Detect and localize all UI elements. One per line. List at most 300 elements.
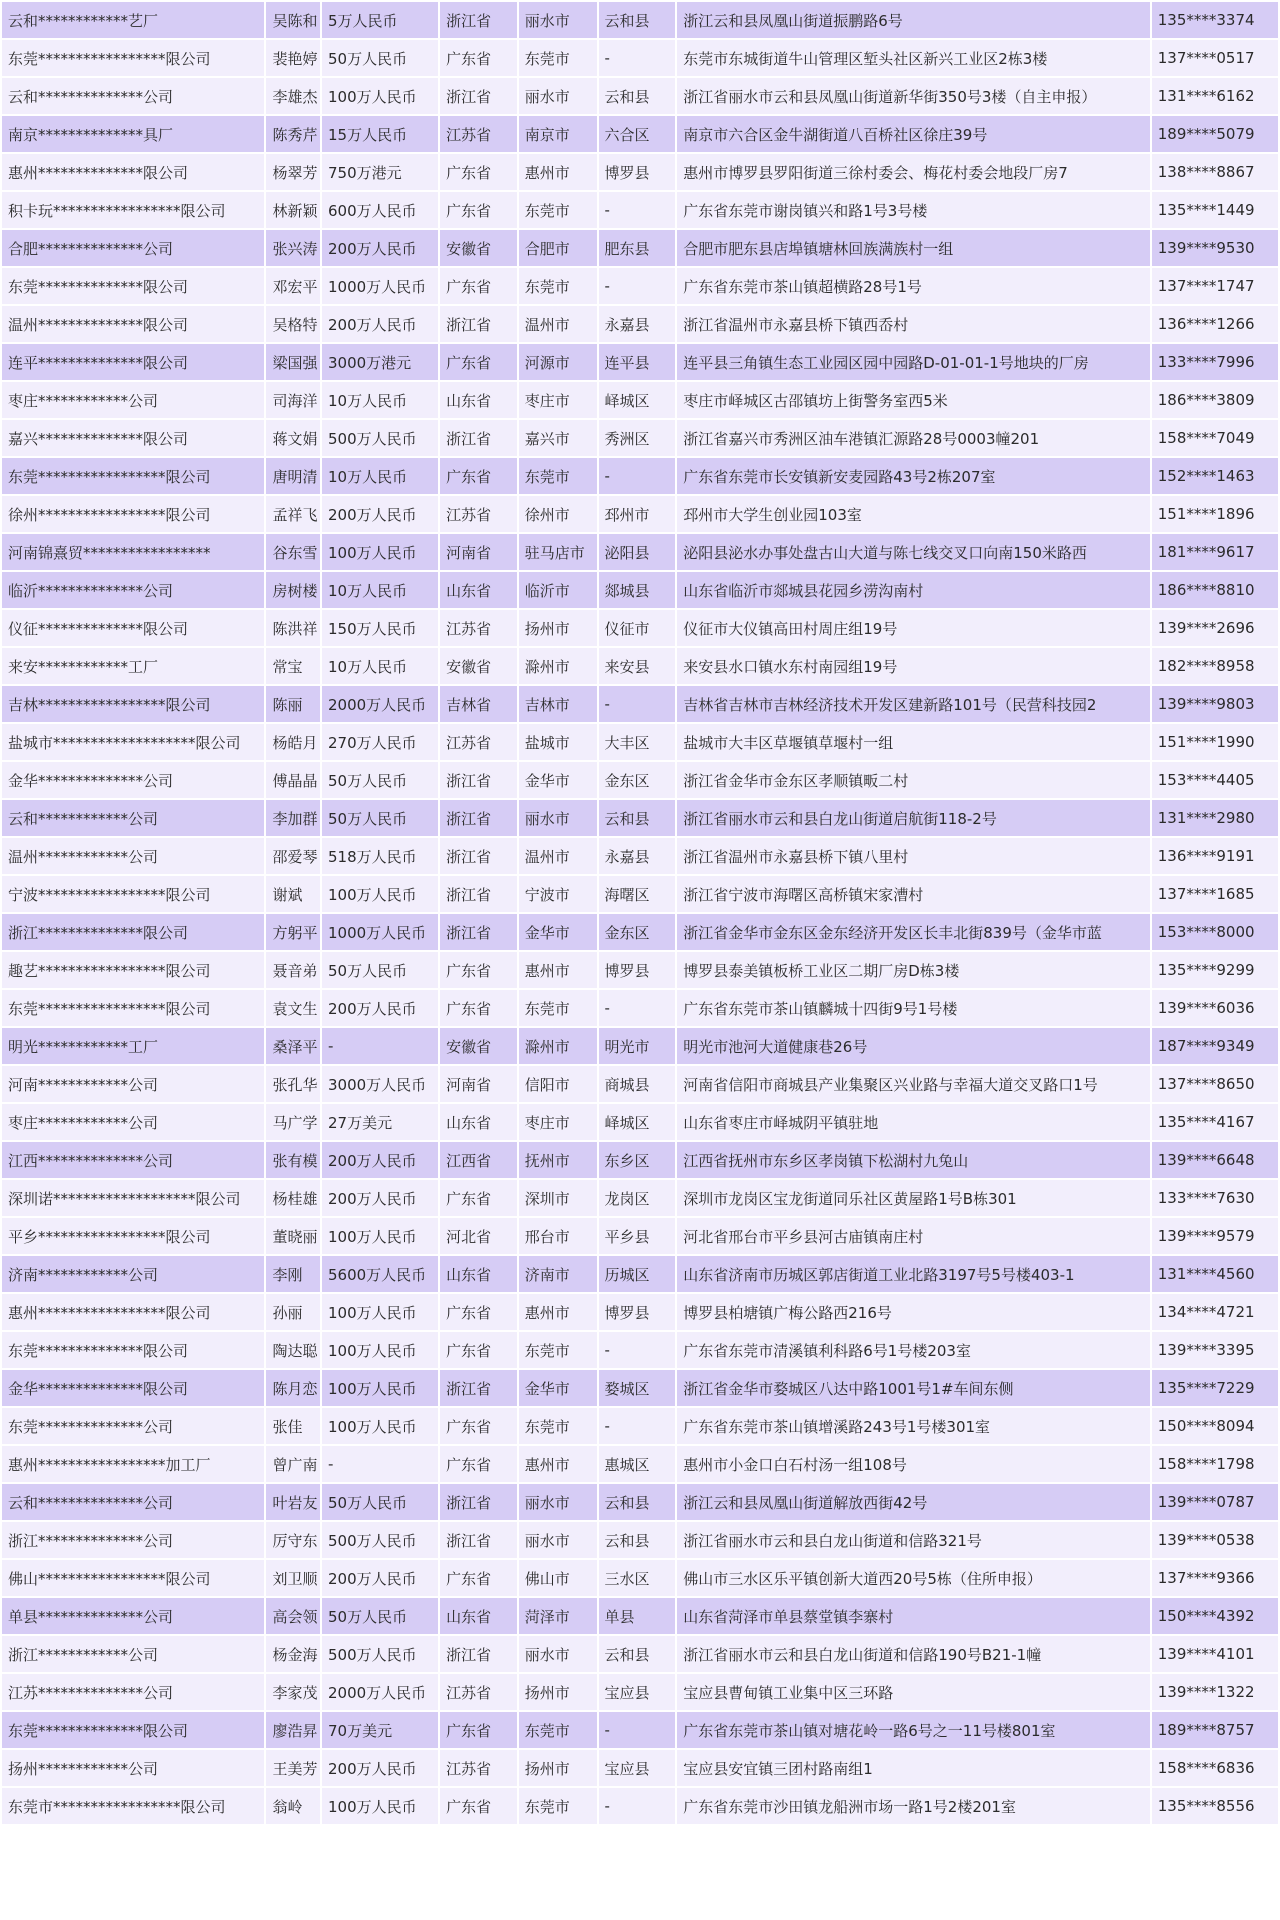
address-cell: 盐城市大丰区草堰镇草堰村一组	[677, 724, 1149, 760]
registered-capital-cell: 100万人民币	[322, 1218, 438, 1254]
address-cell: 广东省东莞市长安镇新安麦园路43号2栋207室	[677, 458, 1149, 494]
legal-person-cell: 林新颖	[266, 192, 320, 228]
address-cell: 广东省东莞市茶山镇超横路28号1号	[677, 268, 1149, 304]
registered-capital-cell: 100万人民币	[322, 78, 438, 114]
company-name-cell: 南京**************具厂	[2, 116, 264, 152]
company-name-cell: 盐城市*******************限公司	[2, 724, 264, 760]
district-cell: 大丰区	[599, 724, 676, 760]
address-cell: 浙江省金华市金东区孝顺镇畈二村	[677, 762, 1149, 798]
city-cell: 抚州市	[519, 1142, 597, 1178]
registered-capital-cell: 150万人民币	[322, 610, 438, 646]
company-name-cell: 云和************公司	[2, 800, 264, 836]
registered-capital-cell: 500万人民币	[322, 420, 438, 456]
registered-capital-cell: 2000万人民币	[322, 686, 438, 722]
city-cell: 枣庄市	[519, 1104, 597, 1140]
table-row	[2, 1408, 1278, 1444]
company-name-cell: 云和************艺厂	[2, 2, 264, 38]
city-cell: 东莞市	[519, 990, 597, 1026]
city-cell: 丽水市	[519, 1484, 597, 1520]
phone-cell: 133****7996	[1152, 344, 1278, 380]
company-name-cell: 枣庄************公司	[2, 1104, 264, 1140]
phone-cell: 181****9617	[1152, 534, 1278, 570]
province-cell: 广东省	[440, 192, 517, 228]
legal-person-cell: 张有模	[266, 1142, 320, 1178]
district-cell: 单县	[599, 1598, 676, 1634]
phone-cell: 136****9191	[1152, 838, 1278, 874]
registered-capital-cell: 3000万港元	[322, 344, 438, 380]
table-row	[2, 1028, 1278, 1064]
legal-person-cell: 翁岭	[266, 1788, 320, 1824]
district-cell: 宝应县	[599, 1674, 676, 1710]
district-cell: -	[599, 192, 676, 228]
address-cell: 南京市六合区金牛湖街道八百桥社区徐庄39号	[677, 116, 1149, 152]
legal-person-cell: 司海洋	[266, 382, 320, 418]
registered-capital-cell: 15万人民币	[322, 116, 438, 152]
legal-person-cell: 高会领	[266, 1598, 320, 1634]
city-cell: 扬州市	[519, 1750, 597, 1786]
district-cell: 云和县	[599, 1636, 676, 1672]
city-cell: 扬州市	[519, 610, 597, 646]
address-cell: 广东省东莞市茶山镇麟城十四街9号1号楼	[677, 990, 1149, 1026]
legal-person-cell: 杨翠芳	[266, 154, 320, 190]
district-cell: 历城区	[599, 1256, 676, 1292]
company-name-cell: 连平**************限公司	[2, 344, 264, 380]
address-cell: 来安县水口镇水东村南园组19号	[677, 648, 1149, 684]
province-cell: 山东省	[440, 1104, 517, 1140]
phone-cell: 139****6036	[1152, 990, 1278, 1026]
district-cell: 商城县	[599, 1066, 676, 1102]
province-cell: 山东省	[440, 1598, 517, 1634]
company-name-cell: 明光************工厂	[2, 1028, 264, 1064]
district-cell: 博罗县	[599, 1294, 676, 1330]
province-cell: 河南省	[440, 1066, 517, 1102]
table-row	[2, 1446, 1278, 1482]
registered-capital-cell: 200万人民币	[322, 1560, 438, 1596]
address-cell: 浙江省金华市金东区金东经济开发区长丰北街839号（金华市蓝	[677, 914, 1149, 950]
table-row	[2, 1332, 1278, 1368]
province-cell: 广东省	[440, 1408, 517, 1444]
table-row	[2, 1484, 1278, 1520]
province-cell: 浙江省	[440, 1636, 517, 1672]
district-cell: 婺城区	[599, 1370, 676, 1406]
legal-person-cell: 马广学	[266, 1104, 320, 1140]
city-cell: 驻马店市	[519, 534, 597, 570]
table-row	[2, 914, 1278, 950]
address-cell: 江西省抚州市东乡区孝岗镇下松湖村九兔山	[677, 1142, 1149, 1178]
city-cell: 合肥市	[519, 230, 597, 266]
company-name-cell: 佛山*****************限公司	[2, 1560, 264, 1596]
city-cell: 深圳市	[519, 1180, 597, 1216]
table-row	[2, 306, 1278, 342]
phone-cell: 158****1798	[1152, 1446, 1278, 1482]
district-cell: 永嘉县	[599, 838, 676, 874]
registered-capital-cell: 50万人民币	[322, 1484, 438, 1520]
district-cell: 云和县	[599, 800, 676, 836]
legal-person-cell: 邵爱琴	[266, 838, 320, 874]
phone-cell: 150****4392	[1152, 1598, 1278, 1634]
address-cell: 博罗县柏塘镇广梅公路西216号	[677, 1294, 1149, 1330]
table-row	[2, 496, 1278, 532]
company-name-cell: 合肥**************公司	[2, 230, 264, 266]
legal-person-cell: 王美芳	[266, 1750, 320, 1786]
province-cell: 广东省	[440, 1560, 517, 1596]
city-cell: 惠州市	[519, 154, 597, 190]
registered-capital-cell: 500万人民币	[322, 1522, 438, 1558]
province-cell: 吉林省	[440, 686, 517, 722]
district-cell: 郯城县	[599, 572, 676, 608]
table-row	[2, 1104, 1278, 1140]
phone-cell: 131****2980	[1152, 800, 1278, 836]
company-name-cell: 金华**************公司	[2, 762, 264, 798]
province-cell: 安徽省	[440, 648, 517, 684]
address-cell: 博罗县泰美镇板桥工业区二期厂房D栋3楼	[677, 952, 1149, 988]
registered-capital-cell: 1000万人民币	[322, 268, 438, 304]
legal-person-cell: 董晓丽	[266, 1218, 320, 1254]
legal-person-cell: 李刚	[266, 1256, 320, 1292]
address-cell: 明光市池河大道健康巷26号	[677, 1028, 1149, 1064]
registered-capital-cell: 200万人民币	[322, 496, 438, 532]
address-cell: 山东省临沂市郯城县花园乡涝沟南村	[677, 572, 1149, 608]
company-name-cell: 临沂**************公司	[2, 572, 264, 608]
district-cell: -	[599, 1332, 676, 1368]
legal-person-cell: 杨皓月	[266, 724, 320, 760]
phone-cell: 135****4167	[1152, 1104, 1278, 1140]
company-name-cell: 东莞**************限公司	[2, 268, 264, 304]
phone-cell: 182****8958	[1152, 648, 1278, 684]
city-cell: 温州市	[519, 306, 597, 342]
address-cell: 深圳市龙岗区宝龙街道同乐社区黄屋路1号B栋301	[677, 1180, 1149, 1216]
city-cell: 东莞市	[519, 1712, 597, 1748]
address-cell: 泌阳县泌水办事处盘古山大道与陈七线交叉口向南150米路西	[677, 534, 1149, 570]
phone-cell: 150****8094	[1152, 1408, 1278, 1444]
phone-cell: 139****2696	[1152, 610, 1278, 646]
province-cell: 浙江省	[440, 78, 517, 114]
city-cell: 丽水市	[519, 1636, 597, 1672]
company-name-cell: 河南************公司	[2, 1066, 264, 1102]
province-cell: 浙江省	[440, 914, 517, 950]
legal-person-cell: 叶岩友	[266, 1484, 320, 1520]
phone-cell: 139****3395	[1152, 1332, 1278, 1368]
legal-person-cell: 张孔华	[266, 1066, 320, 1102]
table-row	[2, 648, 1278, 684]
address-cell: 连平县三角镇生态工业园区园中园路D-01-01-1号地块的厂房	[677, 344, 1149, 380]
address-cell: 宝应县曹甸镇工业集中区三环路	[677, 1674, 1149, 1710]
city-cell: 丽水市	[519, 78, 597, 114]
legal-person-cell: 陈洪祥	[266, 610, 320, 646]
district-cell: 惠城区	[599, 1446, 676, 1482]
address-cell: 浙江省温州市永嘉县桥下镇西岙村	[677, 306, 1149, 342]
registered-capital-cell: 3000万人民币	[322, 1066, 438, 1102]
company-name-cell: 江苏**************公司	[2, 1674, 264, 1710]
legal-person-cell: 谷东雪	[266, 534, 320, 570]
province-cell: 山东省	[440, 382, 517, 418]
phone-cell: 135****3374	[1152, 2, 1278, 38]
district-cell: -	[599, 686, 676, 722]
table-row	[2, 534, 1278, 570]
city-cell: 金华市	[519, 914, 597, 950]
legal-person-cell: 袁文生	[266, 990, 320, 1026]
company-name-cell: 东莞*****************限公司	[2, 40, 264, 76]
district-cell: -	[599, 1712, 676, 1748]
legal-person-cell: 聂音弟	[266, 952, 320, 988]
registered-capital-cell: 518万人民币	[322, 838, 438, 874]
province-cell: 江苏省	[440, 1750, 517, 1786]
province-cell: 安徽省	[440, 1028, 517, 1064]
table-row	[2, 344, 1278, 380]
province-cell: 江苏省	[440, 496, 517, 532]
phone-cell: 135****8556	[1152, 1788, 1278, 1824]
address-cell: 浙江省金华市婺城区八达中路1001号1#车间东侧	[677, 1370, 1149, 1406]
table-row	[2, 1294, 1278, 1330]
city-cell: 金华市	[519, 762, 597, 798]
company-name-cell: 仪征**************限公司	[2, 610, 264, 646]
address-cell: 河南省信阳市商城县产业集聚区兴业路与幸福大道交叉路口1号	[677, 1066, 1149, 1102]
registered-capital-cell: 100万人民币	[322, 1788, 438, 1824]
registered-capital-cell: 50万人民币	[322, 800, 438, 836]
company-name-cell: 东莞*****************限公司	[2, 990, 264, 1026]
registered-capital-cell: 1000万人民币	[322, 914, 438, 950]
registered-capital-cell: 10万人民币	[322, 382, 438, 418]
phone-cell: 131****6162	[1152, 78, 1278, 114]
registered-capital-cell: 50万人民币	[322, 762, 438, 798]
address-cell: 浙江省丽水市云和县白龙山街道启航街118-2号	[677, 800, 1149, 836]
city-cell: 东莞市	[519, 458, 597, 494]
legal-person-cell: 陶达聪	[266, 1332, 320, 1368]
registered-capital-cell: 100万人民币	[322, 1408, 438, 1444]
registered-capital-cell: 100万人民币	[322, 1370, 438, 1406]
province-cell: 广东省	[440, 458, 517, 494]
address-cell: 广东省东莞市茶山镇对塘花岭一路6号之一11号楼801室	[677, 1712, 1149, 1748]
table-row	[2, 1218, 1278, 1254]
address-cell: 浙江省丽水市云和县白龙山街道和信路190号B21-1幢	[677, 1636, 1149, 1672]
district-cell: -	[599, 268, 676, 304]
city-cell: 金华市	[519, 1370, 597, 1406]
province-cell: 河南省	[440, 534, 517, 570]
address-cell: 浙江省丽水市云和县凤凰山街道新华街350号3楼（自主申报）	[677, 78, 1149, 114]
company-name-cell: 云和**************公司	[2, 1484, 264, 1520]
phone-cell: 152****1463	[1152, 458, 1278, 494]
legal-person-cell: 李家茂	[266, 1674, 320, 1710]
legal-person-cell: 李加群	[266, 800, 320, 836]
province-cell: 江苏省	[440, 116, 517, 152]
city-cell: 佛山市	[519, 1560, 597, 1596]
table-row	[2, 990, 1278, 1026]
phone-cell: 139****9803	[1152, 686, 1278, 722]
district-cell: 东乡区	[599, 1142, 676, 1178]
city-cell: 丽水市	[519, 800, 597, 836]
province-cell: 广东省	[440, 1712, 517, 1748]
province-cell: 广东省	[440, 154, 517, 190]
company-name-cell: 东莞市*****************限公司	[2, 1788, 264, 1824]
legal-person-cell: 曾广南	[266, 1446, 320, 1482]
table-row	[2, 838, 1278, 874]
table-row	[2, 952, 1278, 988]
registered-capital-cell: 750万港元	[322, 154, 438, 190]
legal-person-cell: 蒋文娟	[266, 420, 320, 456]
address-cell: 吉林省吉林市吉林经济技术开发区建新路101号（民营科技园2	[677, 686, 1149, 722]
legal-person-cell: 张佳	[266, 1408, 320, 1444]
phone-cell: 137****1685	[1152, 876, 1278, 912]
province-cell: 浙江省	[440, 762, 517, 798]
province-cell: 广东省	[440, 1788, 517, 1824]
company-name-cell: 吉林*****************限公司	[2, 686, 264, 722]
phone-cell: 135****9299	[1152, 952, 1278, 988]
phone-cell: 136****1266	[1152, 306, 1278, 342]
registered-capital-cell: 270万人民币	[322, 724, 438, 760]
table-row	[2, 724, 1278, 760]
registered-capital-cell: 2000万人民币	[322, 1674, 438, 1710]
district-cell: 云和县	[599, 1522, 676, 1558]
city-cell: 温州市	[519, 838, 597, 874]
company-name-cell: 深圳诺*******************限公司	[2, 1180, 264, 1216]
legal-person-cell: 陈秀芹	[266, 116, 320, 152]
address-cell: 枣庄市峄城区古邵镇坊上街警务室西5米	[677, 382, 1149, 418]
address-cell: 佛山市三水区乐平镇创新大道西20号5栋（住所申报）	[677, 1560, 1149, 1596]
legal-person-cell: 谢斌	[266, 876, 320, 912]
registered-capital-cell: 5600万人民币	[322, 1256, 438, 1292]
company-name-cell: 温州************公司	[2, 838, 264, 874]
legal-person-cell: 孙丽	[266, 1294, 320, 1330]
registered-capital-cell: 10万人民币	[322, 648, 438, 684]
district-cell: 金东区	[599, 762, 676, 798]
phone-cell: 137****0517	[1152, 40, 1278, 76]
company-name-cell: 积卡玩*****************限公司	[2, 192, 264, 228]
registered-capital-cell: 10万人民币	[322, 572, 438, 608]
legal-person-cell: 方躬平	[266, 914, 320, 950]
phone-cell: 137****9366	[1152, 1560, 1278, 1596]
company-name-cell: 东莞**************限公司	[2, 1712, 264, 1748]
legal-person-cell: 杨金海	[266, 1636, 320, 1672]
table-row	[2, 1674, 1278, 1710]
city-cell: 信阳市	[519, 1066, 597, 1102]
district-cell: 连平县	[599, 344, 676, 380]
district-cell: -	[599, 40, 676, 76]
company-name-cell: 济南************公司	[2, 1256, 264, 1292]
province-cell: 浙江省	[440, 306, 517, 342]
city-cell: 东莞市	[519, 268, 597, 304]
legal-person-cell: 张兴涛	[266, 230, 320, 266]
phone-cell: 135****1449	[1152, 192, 1278, 228]
province-cell: 广东省	[440, 1446, 517, 1482]
address-cell: 河北省邢台市平乡县河古庙镇南庄村	[677, 1218, 1149, 1254]
address-cell: 浙江云和县凤凰山街道振鹏路6号	[677, 2, 1149, 38]
address-cell: 浙江云和县凤凰山街道解放西街42号	[677, 1484, 1149, 1520]
phone-cell: 134****4721	[1152, 1294, 1278, 1330]
address-cell: 山东省济南市历城区郭店街道工业北路3197号5号楼403-1	[677, 1256, 1149, 1292]
phone-cell: 189****8757	[1152, 1712, 1278, 1748]
address-cell: 东莞市东城街道牛山管理区堑头社区新兴工业区2栋3楼	[677, 40, 1149, 76]
province-cell: 广东省	[440, 1332, 517, 1368]
registered-capital-cell: 600万人民币	[322, 192, 438, 228]
legal-person-cell: 陈丽	[266, 686, 320, 722]
phone-cell: 186****3809	[1152, 382, 1278, 418]
address-cell: 浙江省宁波市海曙区高桥镇宋家漕村	[677, 876, 1149, 912]
district-cell: 来安县	[599, 648, 676, 684]
province-cell: 安徽省	[440, 230, 517, 266]
province-cell: 广东省	[440, 40, 517, 76]
company-name-cell: 嘉兴**************限公司	[2, 420, 264, 456]
table-row	[2, 1750, 1278, 1786]
city-cell: 东莞市	[519, 1788, 597, 1824]
registered-capital-cell: 500万人民币	[322, 1636, 438, 1672]
registered-capital-cell: 50万人民币	[322, 952, 438, 988]
address-cell: 广东省东莞市清溪镇利科路6号1号楼203室	[677, 1332, 1149, 1368]
city-cell: 惠州市	[519, 952, 597, 988]
city-cell: 河源市	[519, 344, 597, 380]
district-cell: 云和县	[599, 78, 676, 114]
district-cell: 仪征市	[599, 610, 676, 646]
phone-cell: 158****6836	[1152, 1750, 1278, 1786]
address-cell: 惠州市小金口白石村汤一组108号	[677, 1446, 1149, 1482]
province-cell: 广东省	[440, 952, 517, 988]
table-row	[2, 1788, 1278, 1824]
province-cell: 山东省	[440, 1256, 517, 1292]
province-cell: 河北省	[440, 1218, 517, 1254]
table-row	[2, 40, 1278, 76]
province-cell: 浙江省	[440, 2, 517, 38]
company-name-cell: 徐州*****************限公司	[2, 496, 264, 532]
phone-cell: 139****1322	[1152, 1674, 1278, 1710]
legal-person-cell: 邓宏平	[266, 268, 320, 304]
district-cell: 宝应县	[599, 1750, 676, 1786]
registered-capital-cell: 200万人民币	[322, 1180, 438, 1216]
legal-person-cell: 刘卫顺	[266, 1560, 320, 1596]
table-row	[2, 1712, 1278, 1748]
province-cell: 江苏省	[440, 1674, 517, 1710]
district-cell: -	[599, 1408, 676, 1444]
district-cell: 永嘉县	[599, 306, 676, 342]
province-cell: 江苏省	[440, 724, 517, 760]
address-cell: 广东省东莞市茶山镇增溪路243号1号楼301室	[677, 1408, 1149, 1444]
district-cell: 明光市	[599, 1028, 676, 1064]
registered-capital-cell: 100万人民币	[322, 1294, 438, 1330]
company-name-cell: 东莞*****************限公司	[2, 458, 264, 494]
company-name-cell: 浙江**************公司	[2, 1522, 264, 1558]
company-name-cell: 枣庄************公司	[2, 382, 264, 418]
phone-cell: 153****4405	[1152, 762, 1278, 798]
legal-person-cell: 厉守东	[266, 1522, 320, 1558]
table-row	[2, 1256, 1278, 1292]
company-name-cell: 浙江**************限公司	[2, 914, 264, 950]
legal-person-cell: 吴格特	[266, 306, 320, 342]
district-cell: 泌阳县	[599, 534, 676, 570]
phone-cell: 139****9530	[1152, 230, 1278, 266]
address-cell: 广东省东莞市沙田镇龙船洲市场一路1号2楼201室	[677, 1788, 1149, 1824]
phone-cell: 139****6648	[1152, 1142, 1278, 1178]
company-name-cell: 惠州**************限公司	[2, 154, 264, 190]
table-row	[2, 876, 1278, 912]
table-row	[2, 1598, 1278, 1634]
table-row	[2, 78, 1278, 114]
city-cell: 东莞市	[519, 40, 597, 76]
company-name-cell: 温州**************限公司	[2, 306, 264, 342]
city-cell: 宁波市	[519, 876, 597, 912]
table-row	[2, 458, 1278, 494]
city-cell: 吉林市	[519, 686, 597, 722]
table-row	[2, 2, 1278, 38]
phone-cell: 133****7630	[1152, 1180, 1278, 1216]
city-cell: 东莞市	[519, 1408, 597, 1444]
legal-person-cell: 杨桂雄	[266, 1180, 320, 1216]
table-row	[2, 230, 1278, 266]
registered-capital-cell: 27万美元	[322, 1104, 438, 1140]
registered-capital-cell: 100万人民币	[322, 534, 438, 570]
legal-person-cell: 裴艳婷	[266, 40, 320, 76]
table-row	[2, 572, 1278, 608]
province-cell: 浙江省	[440, 876, 517, 912]
district-cell: -	[599, 990, 676, 1026]
city-cell: 徐州市	[519, 496, 597, 532]
